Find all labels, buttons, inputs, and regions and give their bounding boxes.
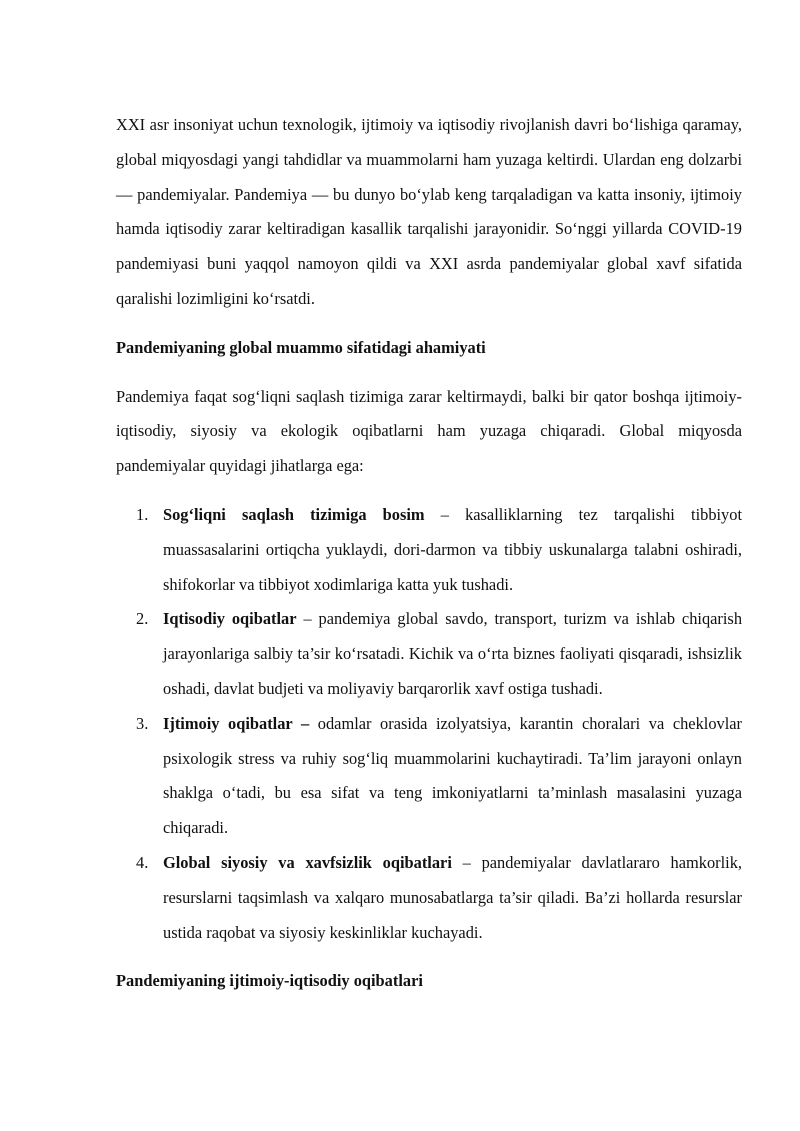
intro-paragraph: XXI asr insoniyat uchun texnologik, ijtimoiy va iqtisodiy rivojlanish davri bo‘lishiga qaramay, global miqyosdagi yangi tahdidlar va muammolarni ham yuzaga keltirdi. Ulardan eng dolzarbi — pandemiyalar. Pandemiya — bu dunyo bo‘ylab keng tarqaladigan va katta insoniy, ijtimoiy hamda iqtisodiy zarar keltiradigan kasallik tarqalishi jarayonidir. So‘nggi yillarda COVID-19 pandemiyasi buni yaqqol namoyon qildi va XXI asrda pandemiyalar global xavf sifatida qaralishi lozimligini ko‘rsatdi. — [116, 115, 742, 308]
list-item — [116, 707, 742, 846]
list-item-number: 2. — [136, 609, 149, 629]
list-item-number: 1. — [136, 504, 149, 524]
list-item-term: Ijtimoiy oqibatlar – — [163, 713, 310, 733]
list-item-number: 3. — [136, 713, 149, 733]
section-heading-socioeconomic: Pandemiyaning ijtimoiy-iqtisodiy oqibatlari — [116, 971, 423, 991]
list-item-number: 4. — [136, 852, 149, 872]
section-heading-global-significance: Pandemiyaning global muammo sifatidagi ahamiyati — [116, 337, 486, 357]
list-item — [116, 498, 742, 602]
list-item-text: odamlar orasida izolyatsiya, karantin choralari va cheklovlar psixologik stress va ruhiy sog‘liq muammolarini kuchaytiradi. Ta’lim jarayoni onlayn shaklga o‘tadi, bu esa sifat va teng imkoniyatlarni ta’minlash masalasini yuzaga chiqaradi. — [163, 713, 743, 838]
document-page — [116, 108, 742, 999]
list-item-text: – pandemiyalar davlatlararo hamkorlik, resurslarni taqsimlash va xalqaro munosabatlarga ta’sir qiladi. Ba’zi hollarda resurslar ustida raqobat va siyosiy keskinliklar kuchayadi. — [163, 852, 742, 942]
list-item-term: Global siyosiy va xavfsizlik oqibatlari — [163, 852, 452, 872]
section-paragraph: Pandemiya faqat sog‘liqni saqlash tizimiga zarar keltirmaydi, balki bir qator boshqa ijtimoiy-iqtisodiy, siyosiy va ekologik oqibatlarni ham yuzaga chiqaradi. Global miqyosda pandemiyalar quyidagi jihatlarga ega: — [116, 386, 742, 476]
list-item-term: Iqtisodiy oqibatlar — [163, 609, 297, 629]
numbered-list — [116, 498, 742, 950]
list-item-text: – pandemiya global savdo, transport, turizm va ishlab chiqarish jarayonlariga salbiy ta’sir ko‘rsatadi. Kichik va o‘rta biznes faoliyati qisqaradi, ishsizlik oshadi, davlat budjeti va moliyaviy barqarorlik xavf ostiga tushadi. — [163, 609, 743, 698]
list-item — [116, 846, 742, 950]
list-item-term: Sog‘liqni saqlash tizimiga bosim — [163, 504, 425, 524]
list-item — [116, 602, 742, 706]
list-item-text: – kasalliklarning tez tarqalishi tibbiyot muassasalarini ortiqcha yuklaydi, dori-darmon va tibbiy uskunalarga talabni oshiradi, shifokorlar va tibbiyot xodimlariga katta yuk tushadi. — [163, 504, 743, 594]
